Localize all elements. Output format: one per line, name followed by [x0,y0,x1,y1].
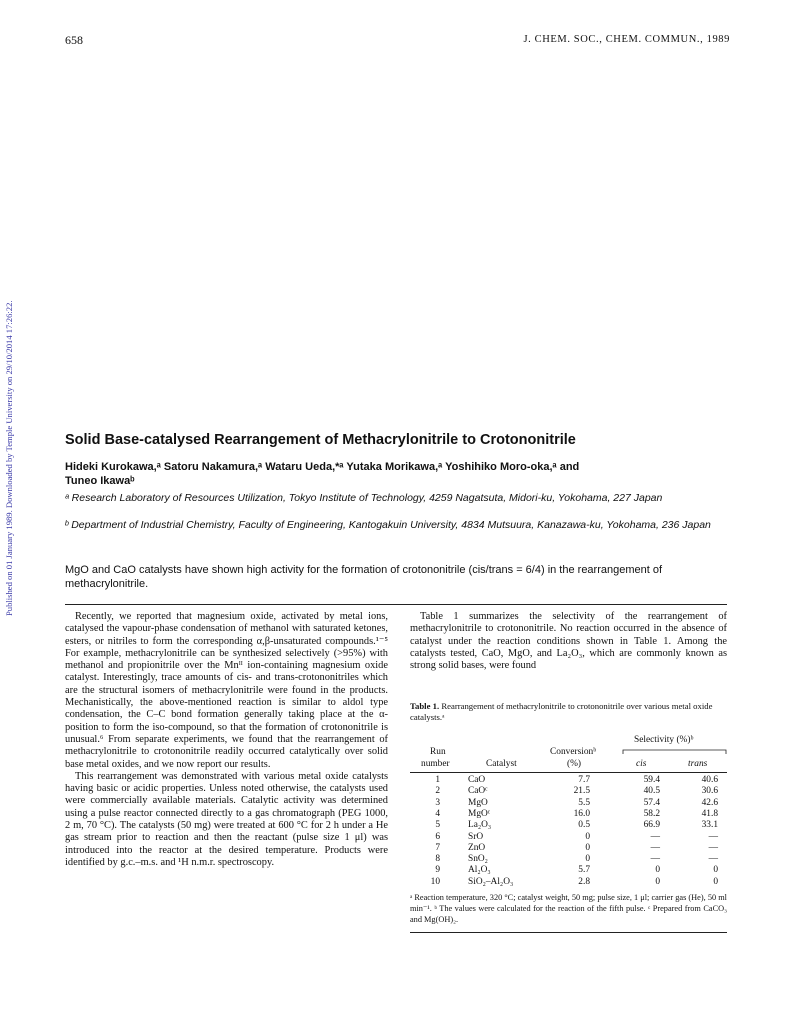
cell-cis: 0 [655,865,660,876]
cell-cis: — [650,854,660,865]
cell-run: 7 [435,842,440,853]
cell-catalyst: CaOᶜ [468,786,488,797]
cell-catalyst: SiO₂–Al₂O₃ [468,876,514,887]
table-caption [410,701,727,723]
authors-line-1: Hideki Kurokawa,ᵃ Satoru Nakamura,ᵃ Wataru Ueda,*ᵃ Yutaka Morikawa,ᵃ Yoshihiko Moro-oka,ᵃ and [65,461,580,473]
cell-catalyst: ZnO [468,842,486,853]
body-paragraph: This rearrangement was demonstrated with various metal oxide catalysts having basic or acidic properties. Unless noted otherwise, the catalysts used were commercially available materials. Catalytic activity was determined using a pulse reactor connected directly to a gas chromatograph (PEG 1000, 2 m, 70 °C). The catalysts (50 mg) were treated at 600 °C for 2 h under a He gas stream prior to reaction and then the reactant (pulse size 1 μl) was introduced into the reactor at the desired temperature. Products were identified by g.c.–m.s. and ¹H n.m.r. spectroscopy. [65,770,388,868]
cell-cis: 57.4 [643,797,660,808]
body-paragraph: Recently, we reported that magnesium oxide, activated by metal ions, catalysed the vapour-phase condensation of methanol with saturated ketones, esters, or nitriles to form the corresponding α,β-unsaturated compounds.¹⁻⁵ For example, methacrylonitrile can be synthesized selectively (>95%) with methanol and propionitrile over the Mnᴵᴵ ion-containing magnesium oxide catalyst. Interestingly, trace amounts of cis- and trans-crotononitriles which are the structural isomers of methacrylonitrile were found in the products. Mechanistically, the above-mentioned reaction is similar to aldol type condensation, the C–C bond formation generally taking place at the α-position to form the iso-compound, so that the formation of crotononitrile is unusual.⁶ From separate experiments, we found that the rearrangement of methacrylonitrile to crotononitrile readily occurred catalytically over solid base metal oxides, and we now report our results. [65,611,388,770]
cell-run: 2 [435,786,440,797]
cell-conversion: 16.0 [573,808,590,819]
abstract: MgO and CaO catalysts have shown high activity for the formation of crotononitrile (cis/trans = 6/4) in the rearrangement of methacrylonitrile. [65,564,663,590]
cell-conversion: 0 [585,854,590,865]
cell-conversion: 21.5 [573,786,590,797]
cell-trans: — [708,842,718,853]
divider [65,604,727,605]
authors-line-2: Tuneo Ikawaᵇ [65,475,135,487]
header-catalyst: Catalyst [486,759,517,769]
cell-trans: 0 [713,876,718,887]
cell-trans: 30.6 [701,786,718,797]
cell-cis: 58.2 [643,808,660,819]
selectivity-bracket [622,749,727,755]
cell-cis: — [650,831,660,842]
cell-run: 8 [435,854,440,865]
cell-trans: 0 [713,865,718,876]
cell-run: 10 [430,876,440,887]
cell-conversion: 0 [585,842,590,853]
cell-cis: 59.4 [643,775,660,785]
download-notice[interactable]: Published on 01 January 1989. Downloaded by Temple University on 29/10/2014 17:26:22. [4,300,14,616]
cell-cis: — [650,842,660,853]
cell-trans: — [708,831,718,842]
cell-conversion: 0.5 [578,820,590,831]
header-cis: cis [636,759,647,769]
right-column [410,611,727,672]
cell-catalyst: SnO₂ [468,854,488,865]
cell-conversion: 5.5 [578,797,590,808]
header-conversion: Conversionᵇ [550,747,597,757]
cell-catalyst: MgOᶜ [468,808,491,819]
cell-run: 4 [435,808,440,819]
affiliation-a: ᵃ Research Laboratory of Resources Utilization, Tokyo Institute of Technology, 4259 Nagatsuta, Midori-ku, Yokohama, 227 Japan [65,492,663,504]
cell-run: 1 [435,775,440,785]
header-run: Run [430,747,446,757]
cell-trans: — [708,854,718,865]
cell-conversion: 5.7 [578,865,590,876]
cell-run: 9 [435,865,440,876]
cell-catalyst: CaO [468,775,486,785]
cell-catalyst: MgO [468,797,488,808]
cell-run: 5 [435,820,440,831]
table-footnote: ᵃ Reaction temperature, 320 °C; catalyst weight, 50 mg; pulse size, 1 μl; carrier gas (He), 50 ml min⁻¹. ᵇ The values were calculated for the reaction of the fifth pulse. ᶜ Prepared from CaCO₃ and Mg(OH)₂. [410,893,727,924]
article-title: Solid Base-catalysed Rearrangement of Methacrylonitrile to Crotononitrile [65,432,576,448]
cell-catalyst: La₂O₃ [468,820,492,831]
cell-run: 3 [435,797,440,808]
cell-conversion: 7.7 [578,775,590,785]
header-selectivity: Selectivity (%)ᵇ [634,735,694,745]
cell-catalyst: SrO [468,831,484,842]
cell-run: 6 [435,831,440,842]
cell-conversion: 0 [585,831,590,842]
table-caption-text: Rearrangement of methacrylonitrile to crotononitrile over various metal oxide catalysts.ᵃ [410,701,713,722]
cell-cis: 40.5 [643,786,660,797]
cell-cis: 66.9 [643,820,660,831]
header-number: number [421,759,450,769]
divider [410,932,727,933]
cell-trans: 33.1 [701,820,718,831]
left-column [65,611,388,869]
header-trans: trans [688,759,708,769]
table-label: Table 1. [410,701,440,711]
cell-cis: 0 [655,876,660,887]
page-number: 658 [65,33,83,47]
header-conversion-unit: (%) [567,759,582,769]
cell-trans: 40.6 [701,775,718,785]
cell-catalyst: Al₂O₃ [468,865,491,876]
affiliation-b: ᵇ Department of Industrial Chemistry, Faculty of Engineering, Kantogakuin University, 4834 Mutsuura, Kanazawa-ku, Yokohama, 236 Japan [65,519,711,531]
body-paragraph: Table 1 summarizes the selectivity of the rearrangement of methacrylonitrile to crotononitrile. No reaction occurred in the absence of catalyst under the reaction conditions shown in Table 1. Among the catalysts tested, CaO, MgO, and La₂O₃, which are commonly known as strong solid bases, were found [410,611,727,672]
journal-header: J. CHEM. SOC., CHEM. COMMUN., 1989 [523,34,730,45]
cell-trans: 41.8 [701,808,718,819]
cell-conversion: 2.8 [578,876,590,887]
cell-trans: 42.6 [701,797,718,808]
author-list [65,460,725,488]
table-header-rule [410,772,727,773]
